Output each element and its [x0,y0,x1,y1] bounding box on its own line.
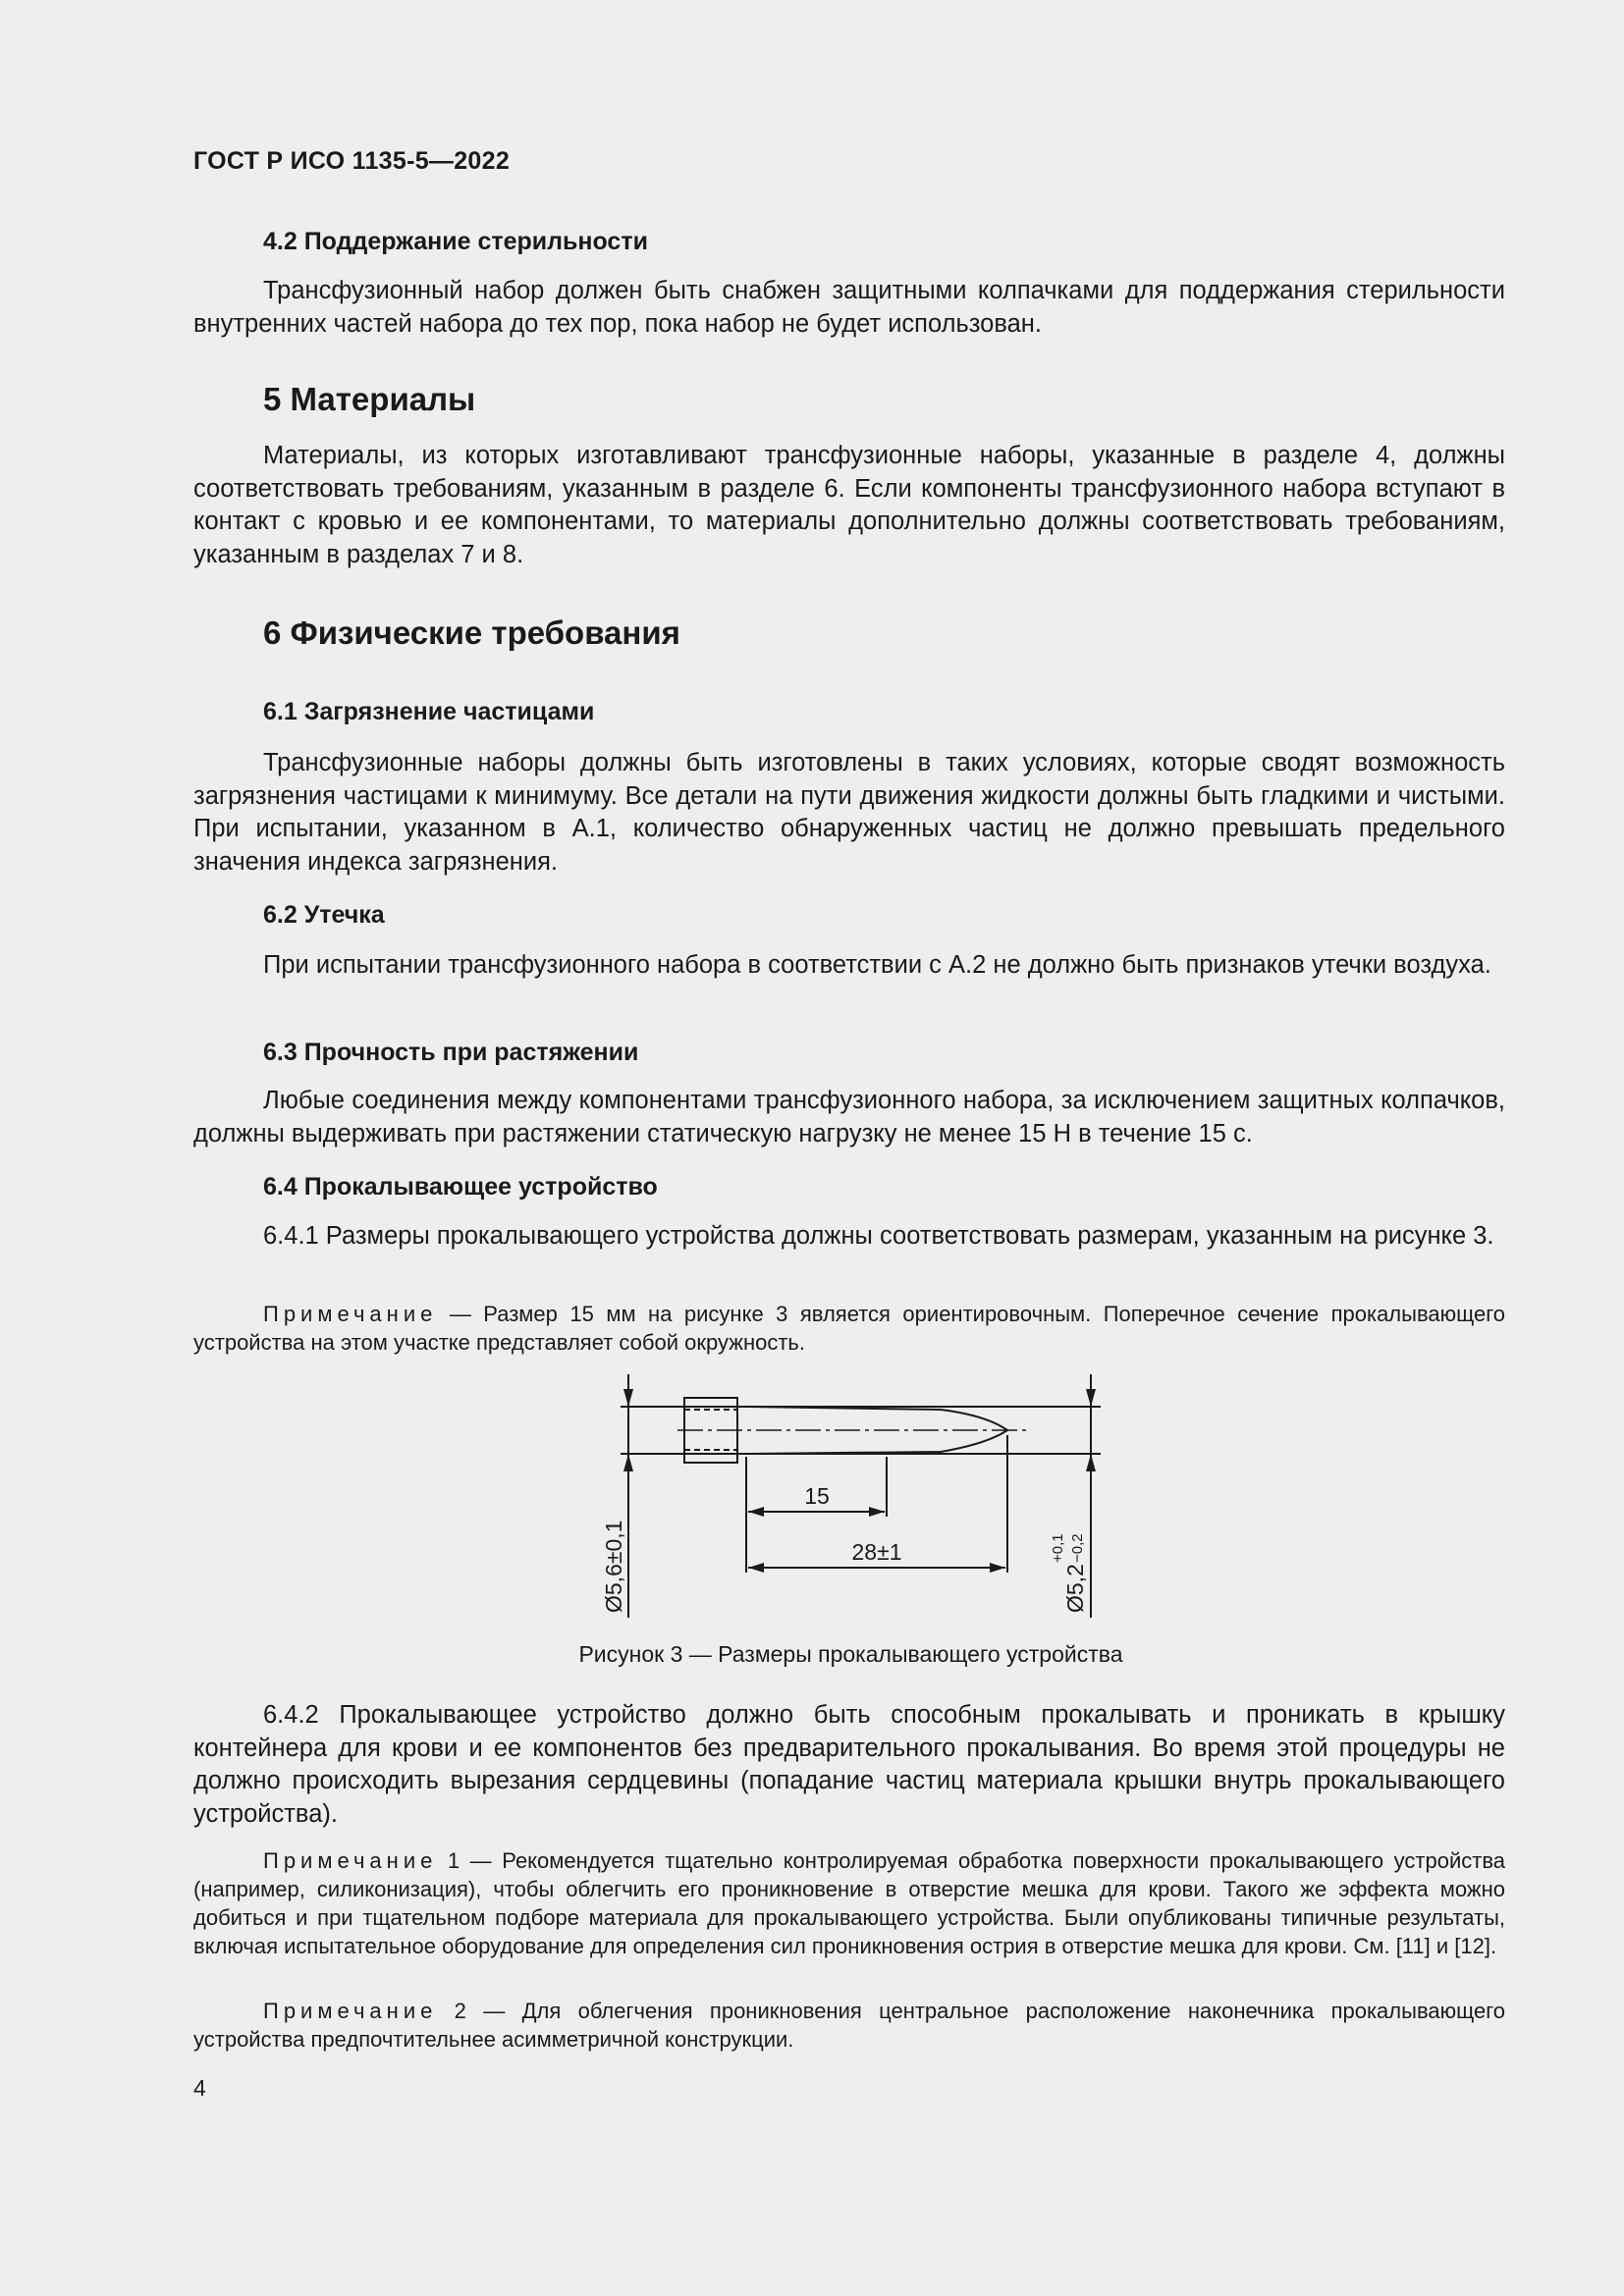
note-text: — Размер 15 мм на рисунке 3 является ориентировочным. Поперечное сечение прокалывающего устройства на этом участке представляет собой окружность. [193,1302,1505,1355]
arrow-left-bottom [623,1454,633,1471]
arrow-15-right [869,1507,885,1517]
heading-6-4: 6.4 Прокалывающее устройство [263,1173,658,1201]
paragraph-5: Материалы, из которых изготавливают трансфузионные наборы, указанные в разделе 4, должны соответствовать требованиям, указанным в разделе 6. Если компоненты трансфузионного набора вступают в контакт с кровью и ее компонентами, то материалы дополнительно должны соответствовать требованиям, указанным в разделах 7 и 8. [193,442,1505,568]
arrow-28-right [990,1563,1005,1573]
paragraph-6-1: Трансфузионные наборы должны быть изготовлены в таких условиях, которые сводят возможность загрязнения частицами к минимуму. Все детали на пути движения жидкости должны быть гладкими и чистыми. При испытании, указанном в А.1, количество обнаруженных частиц не должно превышать предельного значения индекса загрязнения. [193,749,1505,876]
note-text: 2 — Для облегчения проникновения центральное расположение наконечника прокалывающего устройства предпочтительнее асимметричной конструкции. [193,1999,1505,2052]
heading-5: 5 Материалы [263,381,476,417]
note-text: 1 — Рекомендуется тщательно контролируемая обработка поверхности прокалывающего устройства (например, силиконизация), чтобы облегчить его проникновение в отверстие мешка для крови. Такого же эффекта можно добиться и при тщательном подборе материала для прокалывающего устройства. Были опубликованы типичные результаты, включая испытательное оборудование для определения сил проникновения острия в отверстие мешка для крови. См. [11] и [12]. [193,1848,1505,1958]
arrow-28-left [748,1563,764,1573]
note-2 [193,1997,1505,2054]
dimension-15-label: 15 [804,1483,830,1509]
note-label: Примечание [263,1848,438,1873]
heading-6-3: 6.3 Прочность при растяжении [263,1039,639,1066]
standard-header: ГОСТ Р ИСО 1135-5—2022 [193,147,511,175]
arrow-right-bottom [1086,1454,1096,1471]
arrow-left-top [623,1389,633,1407]
arrow-right-top [1086,1389,1096,1407]
paragraph-6-2: При испытании трансфузионного набора в соответствии с А.2 не должно быть признаков утечки воздуха. [263,951,1491,979]
note-label: Примечание [263,1999,438,2023]
arrow-15-left [748,1507,764,1517]
note-1 [193,1846,1505,1960]
paragraph-6-4-1: 6.4.1 Размеры прокалывающего устройства должны соответствовать размерам, указанным на рисунке 3. [263,1222,1494,1250]
heading-4-2: 4.2 Поддержание стерильности [263,228,648,255]
dimension-d56-label: Ø5,6±0,1 [601,1520,626,1613]
paragraph-4-2: Трансфузионный набор должен быть снабжен защитными колпачками для поддержания стерильности внутренних частей набора до тех пор, пока набор не будет использован. [193,277,1505,338]
dimension-d52-label: Ø5,2 [1062,1564,1088,1613]
heading-6: 6 Физические требования [263,614,680,651]
paragraph-6-4-2: 6.4.2 Прокалывающее устройство должно быть способным прокалывать и проникать в крышку контейнера для крови и ее компонентов без предварительного прокалывания. Во время этой процедуры не должно происходить вырезания сердцевины (попадание частиц материала крышки внутрь прокалывающего устройства). [193,1701,1505,1828]
figure-3-caption: Рисунок 3 — Размеры прокалывающего устройства [578,1641,1123,1667]
note-label: Примечание [263,1302,438,1326]
page-number: 4 [193,2075,206,2101]
dimension-28-label: 28±1 [851,1539,902,1565]
heading-6-1: 6.1 Загрязнение частицами [263,698,595,725]
tolerance-upper: +0,1 [1050,1533,1066,1563]
tolerance-lower: −0,2 [1069,1533,1086,1563]
paragraph-6-3: Любые соединения между компонентами трансфузионного набора, за исключением защитных колпачков, должны выдерживать при растяжении статическую нагрузку не менее 15 Н в течение 15 с. [193,1087,1505,1148]
heading-6-2: 6.2 Утечка [263,901,385,929]
